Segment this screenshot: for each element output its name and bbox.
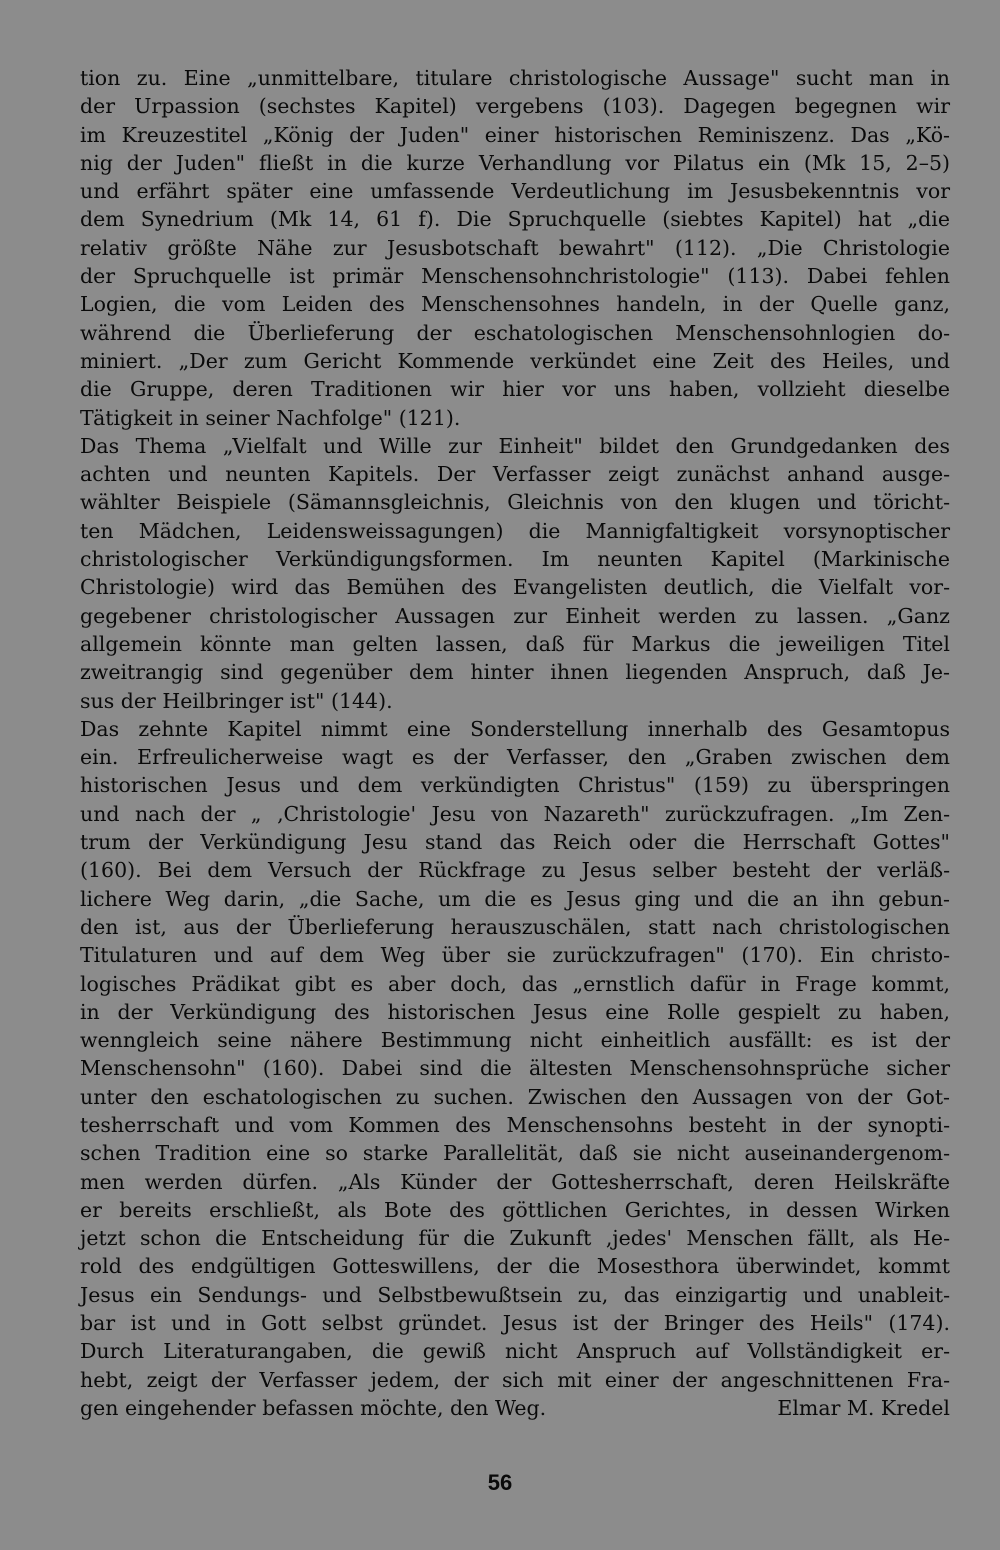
text-line: achten und neunten Kapitels. Der Verfasser zeigt zunächst anhand ausge-	[80, 462, 950, 487]
text-line: logisches Prädikat gibt es aber doch, das „ernstlich dafür in Frage kommt,	[80, 971, 950, 996]
text-line: christologischer Verkündigungsformen. Im neunten Kapitel (Markinische	[80, 547, 950, 572]
text-line: er bereits erschließt, als Bote des göttlichen Gerichtes, in dessen Wirken	[80, 1197, 950, 1222]
paragraph-2	[80, 432, 950, 715]
text-line: bar ist und in Gott selbst gründet. Jesus ist der Bringer des Heils" (174).	[80, 1311, 950, 1336]
text-line: allgemein könnte man gelten lassen, daß für Markus die jeweiligen Titel	[80, 631, 950, 656]
text-line: historischen Jesus und dem verkündigten Christus" (159) zu überspringen	[80, 773, 950, 798]
text-line: Logien, die vom Leiden des Menschensohnes handeln, in der Quelle ganz,	[80, 292, 950, 317]
text-line: Tätigkeit in seiner Nachfolge" (121).	[80, 405, 461, 430]
text-line: der Urpassion (sechstes Kapitel) vergebens (103). Dagegen begegnen wir	[80, 94, 950, 119]
text-line: zweitrangig sind gegenüber dem hinter ihnen liegenden Anspruch, daß Je-	[80, 660, 950, 685]
text-line: sus der Heilbringer ist" (144).	[80, 688, 393, 713]
text-line: tion zu. Eine „unmittelbare, titulare christologische Aussage" sucht man in	[80, 66, 950, 90]
text-line: der Spruchquelle ist primär Menschensohnchristologie" (113). Dabei fehlen	[80, 264, 950, 289]
text-line: Titulaturen und auf dem Weg über sie zurückzufragen" (170). Ein christo-	[80, 943, 950, 968]
paragraph-3	[80, 715, 950, 1422]
text-line: tesherrschaft und vom Kommen des Menschensohns besteht in der synopti-	[80, 1112, 950, 1137]
text-line: den ist, aus der Überlieferung herauszuschälen, statt nach christologischen	[80, 914, 950, 939]
text-line: und erfährt später eine umfassende Verdeutlichung im Jesusbekenntnis vor	[80, 179, 950, 204]
closing-line	[80, 1394, 950, 1422]
text-line: Durch Literaturangaben, die gewiß nicht Anspruch auf Vollständigkeit er-	[80, 1339, 950, 1364]
text-line: hebt, zeigt der Verfasser jedem, der sich mit einer der angeschnittenen Fra-	[80, 1367, 950, 1392]
text-line: lichere Weg darin, „die Sache, um die es Jesus ging und die an ihn gebun-	[80, 886, 950, 911]
text-line: ein. Erfreulicherweise wagt es der Verfasser, den „Graben zwischen dem	[80, 745, 950, 770]
text-line: schen Tradition eine so starke Parallelität, daß sie nicht auseinandergenom-	[80, 1141, 950, 1166]
text-line: wählter Beispiele (Sämannsgleichnis, Gleichnis von den klugen und töricht-	[80, 490, 950, 515]
text-line: die Gruppe, deren Traditionen wir hier vor uns haben, vollzieht dieselbe	[80, 377, 950, 402]
paragraph-1	[80, 64, 950, 432]
text-line: Menschensohn" (160). Dabei sind die ältesten Menschensohnsprüche sicher	[80, 1056, 950, 1081]
text-line: miniert. „Der zum Gericht Kommende verkündet eine Zeit des Heiles, und	[80, 348, 950, 373]
text-line: rold des endgültigen Gotteswillens, der die Mosesthora überwindet, kommt	[80, 1254, 950, 1279]
author-signature: Elmar M. Kredel	[777, 1395, 950, 1420]
text-line: wenngleich seine nähere Bestimmung nicht einheitlich ausfällt: es ist der	[80, 1028, 950, 1053]
text-line: men werden dürfen. „Als Künder der Gottesherrschaft, deren Heilskräfte	[80, 1169, 950, 1194]
text-line: dem Synedrium (Mk 14, 61 f). Die Spruchquelle (siebtes Kapitel) hat „die	[80, 207, 950, 232]
page-number: 56	[487, 1470, 513, 1495]
document-page	[80, 64, 950, 1422]
text-line: Das Thema „Vielfalt und Wille zur Einheit" bildet den Grundgedanken des	[80, 433, 950, 458]
text-line: in der Verkündigung des historischen Jesus eine Rolle gespielt zu haben,	[80, 999, 950, 1024]
text-line: gegebener christologischer Aussagen zur Einheit werden zu lassen. „Ganz	[80, 603, 950, 628]
text-line: ten Mädchen, Leidensweissagungen) die Mannigfaltigkeit vorsynoptischer	[80, 518, 950, 543]
text-line: jetzt schon die Entscheidung für die Zukunft ‚jedes' Menschen fällt, als He-	[80, 1226, 950, 1251]
text-line: unter den eschatologischen zu suchen. Zwischen den Aussagen von der Got-	[80, 1084, 950, 1109]
text-line: Christologie) wird das Bemühen des Evangelisten deutlich, die Vielfalt vor-	[80, 575, 950, 600]
text-line: (160). Bei dem Versuch der Rückfrage zu Jesus selber besteht der verläß-	[80, 858, 950, 883]
text-line: nig der Juden" fließt in die kurze Verhandlung vor Pilatus ein (Mk 15, 2–5)	[80, 150, 950, 175]
text-line: trum der Verkündigung Jesu stand das Reich oder die Herrschaft Gottes"	[80, 830, 950, 855]
text-line: im Kreuzestitel „König der Juden" einer historischen Reminiszenz. Das „Kö-	[80, 122, 950, 147]
text-line: und nach der „ ‚Christologie' Jesu von Nazareth" zurückzufragen. „Im Zen-	[80, 801, 950, 826]
text-line: Das zehnte Kapitel nimmt eine Sonderstellung innerhalb des Gesamtopus	[80, 716, 950, 741]
text-line: während die Überlieferung der eschatologischen Menschensohnlogien do-	[80, 320, 950, 345]
final-text: gen eingehender befassen möchte, den Weg.	[80, 1395, 547, 1420]
text-line: Jesus ein Sendungs- und Selbstbewußtsein zu, das einzigartig und unableit-	[80, 1282, 950, 1307]
text-line: relativ größte Nähe zur Jesusbotschaft bewahrt" (112). „Die Christologie	[80, 235, 950, 260]
